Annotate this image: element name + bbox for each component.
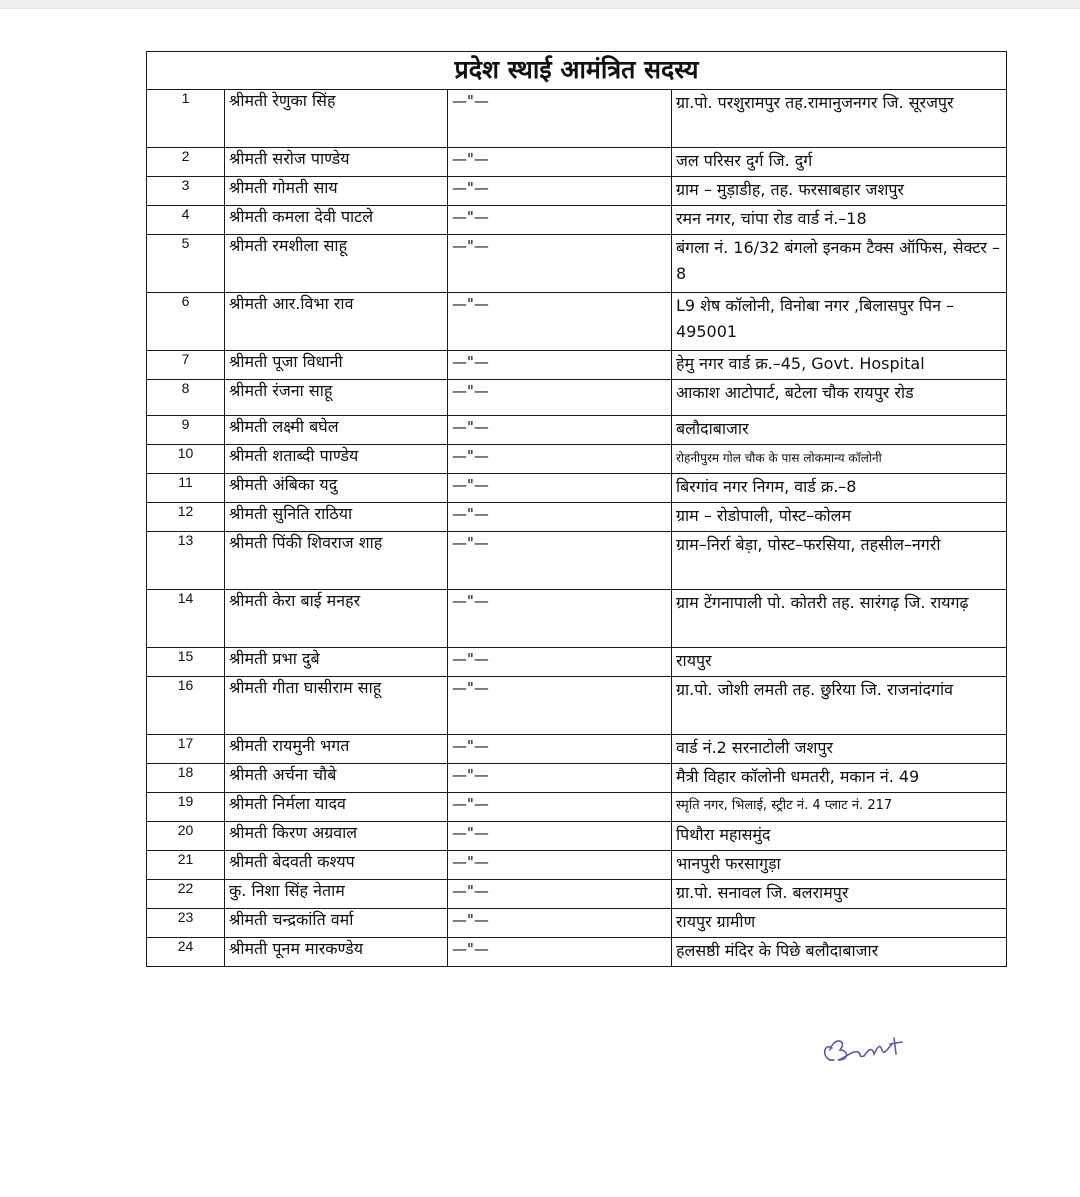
ditto-mark: —"— <box>448 793 672 822</box>
ditto-mark: —"— <box>448 822 672 851</box>
member-address: L9 शेष कॉलोनी, विनोबा नगर ,बिलासपुर पिन – 495001 <box>672 293 1007 351</box>
ditto-mark: —"— <box>448 909 672 938</box>
table-row <box>147 764 1007 793</box>
row-number: 12 <box>147 503 225 532</box>
table-row <box>147 148 1007 177</box>
member-address: मैत्री विहार कॉलोनी धमतरी, मकान नं. 49 <box>672 764 1007 793</box>
table-row <box>147 590 1007 648</box>
ditto-mark: —"— <box>448 206 672 235</box>
ditto-mark: —"— <box>448 851 672 880</box>
table-row <box>147 677 1007 735</box>
member-name: श्रीमती गीता घासीराम साहू <box>225 677 448 735</box>
table-row <box>147 880 1007 909</box>
ditto-mark: —"— <box>448 416 672 445</box>
member-address: रोहनीपुरम गोल चौक के पास लोकमान्य कॉलोनी <box>672 445 1007 474</box>
table-row <box>147 293 1007 351</box>
row-number: 20 <box>147 822 225 851</box>
member-name: श्रीमती बेदवती कश्यप <box>225 851 448 880</box>
ditto-mark: —"— <box>448 90 672 148</box>
row-number: 2 <box>147 148 225 177</box>
signature-mark <box>818 1028 918 1068</box>
member-address: ग्राम – रोडोपाली, पोस्ट–कोलम <box>672 503 1007 532</box>
members-body <box>147 90 1007 967</box>
ditto-mark: —"— <box>448 351 672 380</box>
row-number: 8 <box>147 380 225 416</box>
row-number: 6 <box>147 293 225 351</box>
member-name: श्रीमती अंबिका यदु <box>225 474 448 503</box>
member-address: रायपुर <box>672 648 1007 677</box>
ditto-mark: —"— <box>448 474 672 503</box>
table-row <box>147 648 1007 677</box>
row-number: 10 <box>147 445 225 474</box>
member-name: श्रीमती सरोज पाण्डेय <box>225 148 448 177</box>
member-address: बिरगांव नगर निगम, वार्ड क्र.–8 <box>672 474 1007 503</box>
table-row <box>147 235 1007 293</box>
table-row <box>147 822 1007 851</box>
ditto-mark: —"— <box>448 177 672 206</box>
table-row <box>147 735 1007 764</box>
member-name: श्रीमती लक्ष्मी बघेल <box>225 416 448 445</box>
member-name: श्रीमती किरण अग्रवाल <box>225 822 448 851</box>
member-address: भानपुरी फरसागुड़ा <box>672 851 1007 880</box>
member-name: श्रीमती रेणुका सिंह <box>225 90 448 148</box>
table-row <box>147 851 1007 880</box>
member-name: कु. निशा सिंह नेताम <box>225 880 448 909</box>
member-name: श्रीमती रायमुनी भगत <box>225 735 448 764</box>
ditto-mark: —"— <box>448 880 672 909</box>
ditto-mark: —"— <box>448 503 672 532</box>
ditto-mark: —"— <box>448 938 672 967</box>
row-number: 23 <box>147 909 225 938</box>
table-row <box>147 177 1007 206</box>
ditto-mark: —"— <box>448 148 672 177</box>
member-address: वार्ड नं.2 सरनाटोली जशपुर <box>672 735 1007 764</box>
table-row <box>147 445 1007 474</box>
row-number: 4 <box>147 206 225 235</box>
ditto-mark: —"— <box>448 590 672 648</box>
row-number: 5 <box>147 235 225 293</box>
member-name: श्रीमती केरा बाई मनहर <box>225 590 448 648</box>
member-name: श्रीमती पूजा विधानी <box>225 351 448 380</box>
row-number: 13 <box>147 532 225 590</box>
member-name: श्रीमती प्रभा दुबे <box>225 648 448 677</box>
member-address: ग्राम–निर्रा बेड़ा, पोस्ट–फरसिया, तहसील–नगरी <box>672 532 1007 590</box>
table-row <box>147 351 1007 380</box>
member-name: श्रीमती शताब्दी पाण्डेय <box>225 445 448 474</box>
member-address: ग्राम टेंगनापाली पो. कोतरी तह. सारंगढ़ जि. रायगढ़ <box>672 590 1007 648</box>
member-address: रमन नगर, चांपा रोड वार्ड नं.–18 <box>672 206 1007 235</box>
member-address: पिथौरा महासमुंद <box>672 822 1007 851</box>
member-address: बंगला नं. 16/32 बंगलो इनकम टैक्स ऑफिस, सेक्टर –8 <box>672 235 1007 293</box>
member-address: हलसष्ठी मंदिर के पिछे बलौदाबाजार <box>672 938 1007 967</box>
member-address: ग्राम – मुड़ाडीह, तह. फरसाबहार जशपुर <box>672 177 1007 206</box>
row-number: 22 <box>147 880 225 909</box>
row-number: 18 <box>147 764 225 793</box>
member-address: बलौदाबाजार <box>672 416 1007 445</box>
member-address: स्मृति नगर, भिलाई, स्ट्रीट नं. 4 प्लाट नं. 217 <box>672 793 1007 822</box>
table-row <box>147 532 1007 590</box>
ditto-mark: —"— <box>448 445 672 474</box>
ditto-mark: —"— <box>448 235 672 293</box>
member-name: श्रीमती आर.विभा राव <box>225 293 448 351</box>
member-name: श्रीमती पूनम मारकण्डेय <box>225 938 448 967</box>
member-name: श्रीमती पिंकी शिवराज शाह <box>225 532 448 590</box>
top-bar <box>0 0 1080 9</box>
member-address: रायपुर ग्रामीण <box>672 909 1007 938</box>
member-address: ग्रा.पो. परशुरामपुर तह.रामानुजनगर जि. सूरजपुर <box>672 90 1007 148</box>
member-name: श्रीमती निर्मला यादव <box>225 793 448 822</box>
ditto-mark: —"— <box>448 648 672 677</box>
members-table <box>146 51 1007 967</box>
row-number: 15 <box>147 648 225 677</box>
row-number: 9 <box>147 416 225 445</box>
row-number: 11 <box>147 474 225 503</box>
table-row <box>147 503 1007 532</box>
member-name: श्रीमती गोमती साय <box>225 177 448 206</box>
member-address: हेमु नगर वार्ड क्र.–45, Govt. Hospital <box>672 351 1007 380</box>
row-number: 19 <box>147 793 225 822</box>
member-name: श्रीमती रंजना साहू <box>225 380 448 416</box>
table-row <box>147 380 1007 416</box>
ditto-mark: —"— <box>448 735 672 764</box>
member-address: आकाश आटोपार्ट, बटेला चौक रायपुर रोड <box>672 380 1007 416</box>
member-name: श्रीमती चन्द्रकांति वर्मा <box>225 909 448 938</box>
member-name: श्रीमती अर्चना चौबे <box>225 764 448 793</box>
row-number: 1 <box>147 90 225 148</box>
member-address: ग्रा.पो. सनावल जि. बलरामपुर <box>672 880 1007 909</box>
member-name: श्रीमती कमला देवी पाटले <box>225 206 448 235</box>
page-title: प्रदेश स्थाई आमंत्रित सदस्य <box>147 52 1007 90</box>
table-row <box>147 938 1007 967</box>
member-address: ग्रा.पो. जोशी लमती तह. छुरिया जि. राजनांदगांव <box>672 677 1007 735</box>
table-row <box>147 90 1007 148</box>
table-row <box>147 793 1007 822</box>
table-row <box>147 416 1007 445</box>
row-number: 21 <box>147 851 225 880</box>
ditto-mark: —"— <box>448 532 672 590</box>
row-number: 14 <box>147 590 225 648</box>
table-row <box>147 206 1007 235</box>
ditto-mark: —"— <box>448 764 672 793</box>
member-address: जल परिसर दुर्ग जि. दुर्ग <box>672 148 1007 177</box>
member-name: श्रीमती रमशीला साहू <box>225 235 448 293</box>
ditto-mark: —"— <box>448 293 672 351</box>
row-number: 7 <box>147 351 225 380</box>
member-name: श्रीमती सुनिति राठिया <box>225 503 448 532</box>
row-number: 24 <box>147 938 225 967</box>
ditto-mark: —"— <box>448 677 672 735</box>
row-number: 17 <box>147 735 225 764</box>
row-number: 16 <box>147 677 225 735</box>
row-number: 3 <box>147 177 225 206</box>
ditto-mark: —"— <box>448 380 672 416</box>
table-row <box>147 474 1007 503</box>
table-row <box>147 909 1007 938</box>
